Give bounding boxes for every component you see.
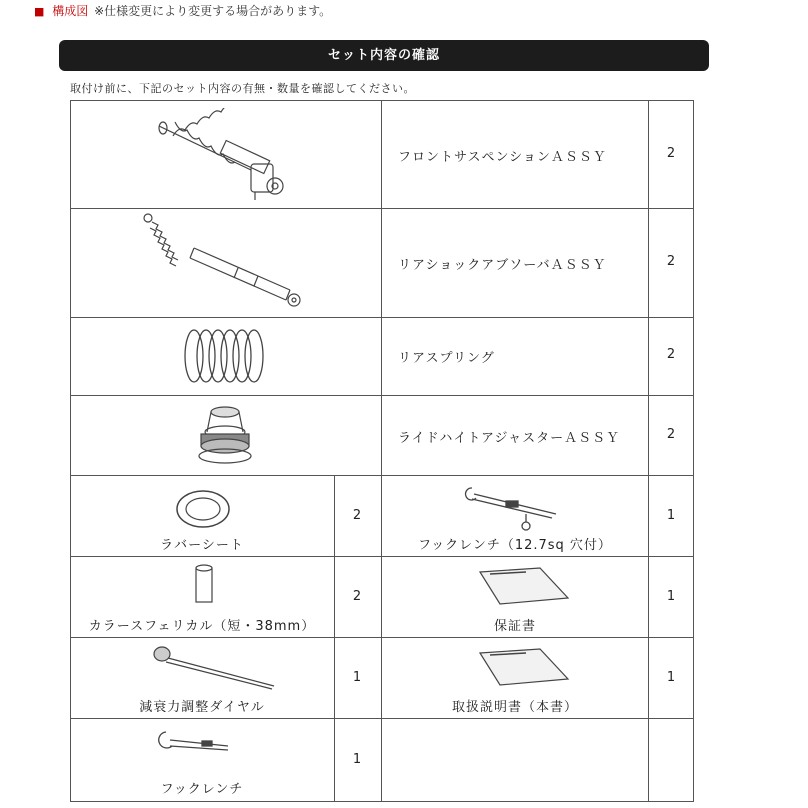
- front-suspension-name: フロントサスペンションＡＳＳＹ: [398, 150, 607, 165]
- manual-illustration: [470, 647, 570, 687]
- structure-diagram-link[interactable]: 構成図: [52, 4, 89, 18]
- rubber-seat-illustration: [174, 488, 232, 530]
- hook-wrench-qty: 1: [352, 752, 362, 767]
- hook-wrench-socket-qty: 1: [666, 508, 676, 523]
- ride-height-adjuster-name: ライドハイトアジャスターＡＳＳＹ: [398, 431, 621, 446]
- ride-height-adjuster-illustration: [193, 402, 257, 468]
- damping-dial-illustration: [150, 642, 280, 692]
- rear-shock-illustration: [140, 212, 310, 312]
- red-square-icon: ■: [34, 5, 45, 18]
- rear-shock-qty: 2: [666, 254, 676, 269]
- spec-change-note: ※仕様変更により変更する場合があります。: [94, 4, 332, 18]
- damping-dial-name: 減衰力調整ダイヤル: [139, 700, 265, 715]
- front-suspension-illustration: [155, 108, 295, 203]
- hook-wrench-name: フックレンチ: [160, 782, 244, 797]
- hook-wrench-socket-name: フックレンチ（12.7sq 穴付）: [418, 538, 612, 553]
- damping-dial-qty: 1: [352, 670, 362, 685]
- warranty-card-qty: 1: [666, 589, 676, 604]
- rear-spring-qty: 2: [666, 347, 676, 362]
- set-contents-banner: セット内容の確認: [59, 40, 709, 71]
- rear-spring-illustration: [180, 324, 270, 388]
- manual-qty: 1: [666, 670, 676, 685]
- hook-wrench-socket-illustration: [462, 484, 562, 534]
- rear-spring-name: リアスプリング: [398, 351, 495, 366]
- collar-spherical-name: カラースフェリカル（短・38mm）: [88, 619, 316, 634]
- front-suspension-qty: 2: [666, 146, 676, 161]
- warranty-card-name: 保証書: [493, 619, 536, 634]
- rear-shock-name: リアショックアブソーバＡＳＳＹ: [398, 258, 607, 273]
- manual-name: 取扱説明書（本書）: [451, 700, 578, 715]
- instructions-text: 取付け前に、下記のセット内容の有無・数量を確認してください。: [70, 82, 415, 95]
- rubber-seat-qty: 2: [352, 508, 362, 523]
- rubber-seat-name: ラバーシート: [160, 538, 244, 553]
- collar-spherical-illustration: [194, 564, 214, 606]
- header-note: [34, 2, 331, 19]
- ride-height-adjuster-qty: 2: [666, 427, 676, 442]
- collar-spherical-qty: 2: [352, 589, 362, 604]
- warranty-card-illustration: [470, 566, 570, 606]
- hook-wrench-illustration: [156, 728, 236, 754]
- parts-table: [70, 100, 694, 802]
